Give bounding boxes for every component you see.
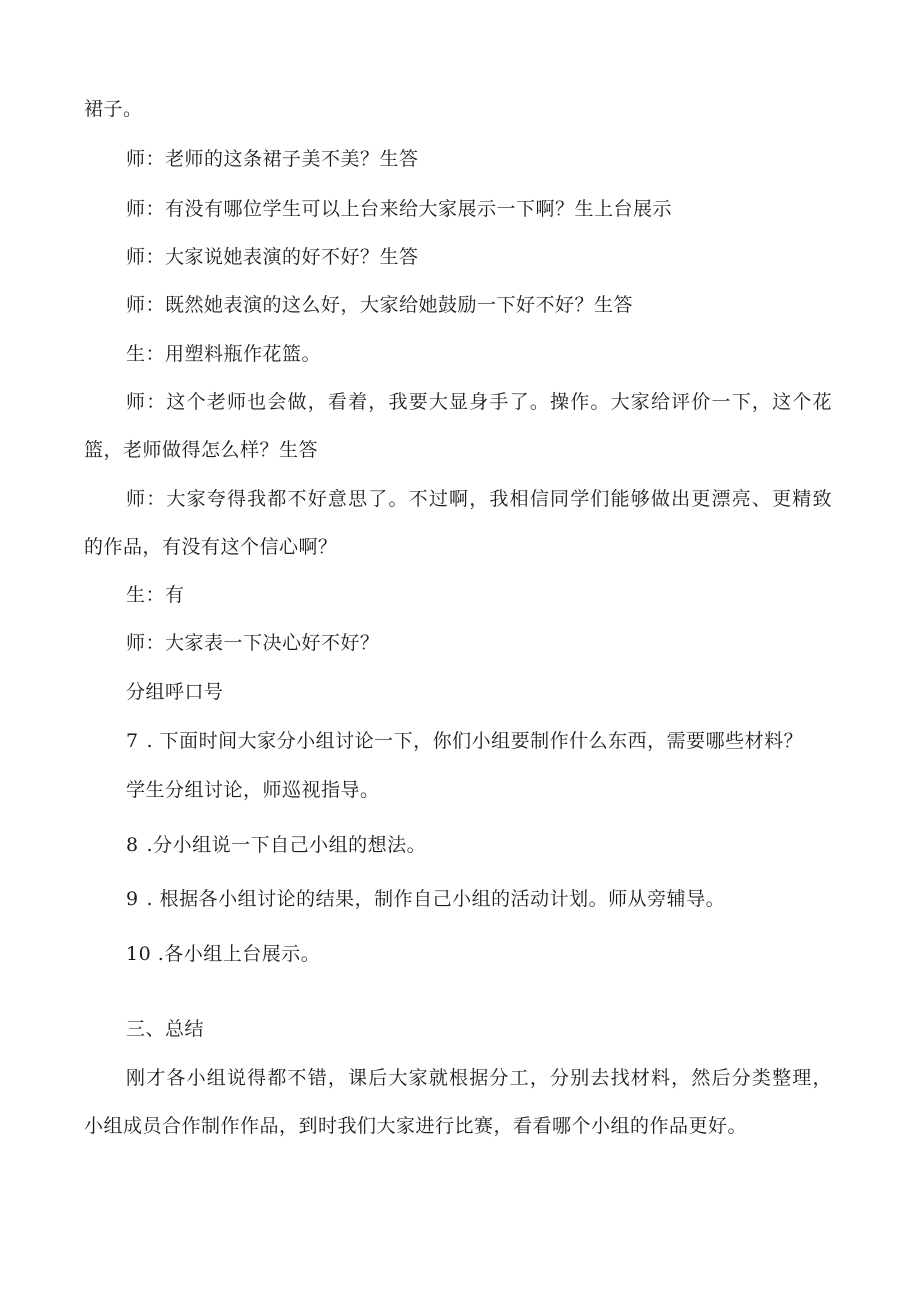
text-line: 师：大家夸得我都不好意思了。不过啊，我相信同学们能够做出更漂亮、更精致	[126, 488, 832, 510]
item-text: .分小组说一下自己小组的想法。	[146, 834, 427, 856]
text-line: 学生分组讨论，师巡视指导。	[126, 779, 380, 801]
text-line: 生：用塑料瓶作花篮。	[126, 343, 322, 365]
text-line: 师：大家表一下决心好不好？	[126, 632, 380, 654]
text-line: 篮，老师做得怎么样？生答	[84, 439, 319, 461]
numbered-item	[126, 833, 426, 857]
text-line: 分组呼口号	[126, 681, 224, 703]
item-number: 8	[126, 834, 139, 856]
numbered-item	[126, 729, 803, 753]
text-line: 裙子。	[84, 98, 143, 120]
numbered-item	[126, 887, 725, 911]
item-number: 10	[126, 943, 152, 965]
item-text: .各小组上台展示。	[157, 943, 321, 965]
text-line: 的作品，有没有这个信心啊？	[84, 536, 338, 558]
item-number: 7	[126, 730, 139, 752]
text-line: 师：这个老师也会做，看着，我要大显身手了。操作。大家给评价一下，这个花	[126, 391, 832, 413]
section-heading: 三、总结	[126, 1018, 205, 1040]
numbered-item	[126, 942, 320, 966]
text-line: 刚才各小组说得都不错，课后大家就根据分工，分别去找材料，然后分类整理，	[126, 1067, 832, 1089]
item-text: . 下面时间大家分小组讨论一下，你们小组要制作什么东西，需要哪些材料？	[146, 730, 804, 752]
text-line: 师：老师的这条裙子美不美？生答	[126, 148, 419, 170]
text-line: 小组成员合作制作作品，到时我们大家进行比赛，看看哪个小组的作品更好。	[84, 1115, 748, 1137]
text-line: 生：有	[126, 584, 185, 606]
item-text: . 根据各小组讨论的结果，制作自己小组的活动计划。师从旁辅导。	[146, 888, 726, 910]
text-line: 师：既然她表演的这么好，大家给她鼓励一下好不好？生答	[126, 294, 634, 316]
item-number: 9	[126, 888, 139, 910]
text-line: 师：有没有哪位学生可以上台来给大家展示一下啊？生上台展示	[126, 198, 673, 220]
text-line: 师：大家说她表演的好不好？生答	[126, 246, 419, 268]
